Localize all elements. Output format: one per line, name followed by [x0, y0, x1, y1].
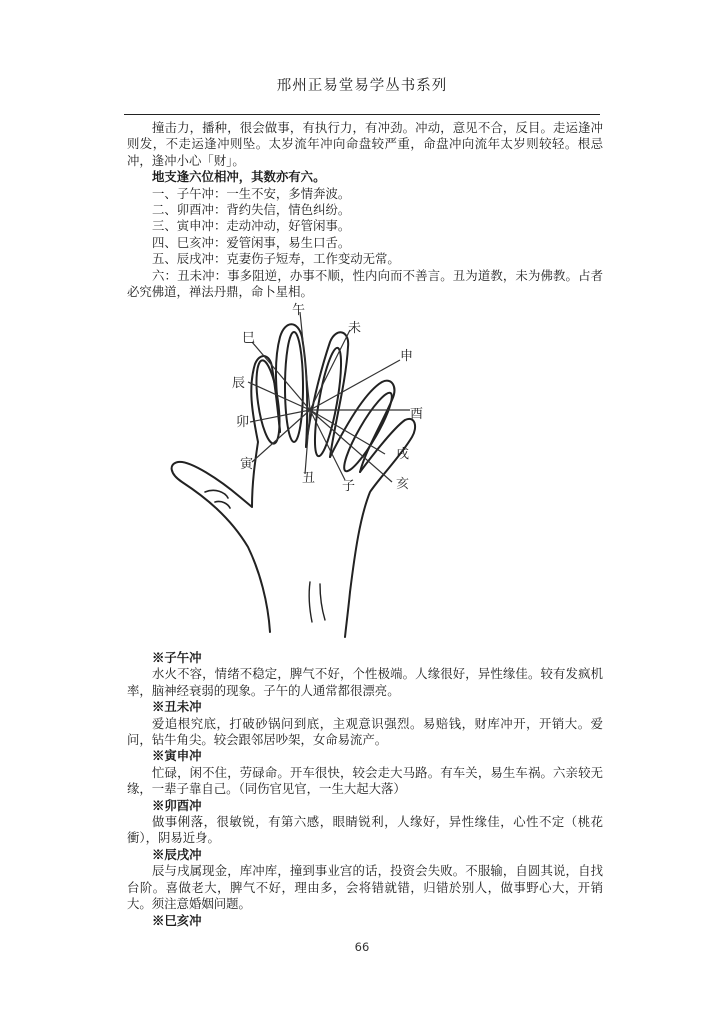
section-body: 水火不容，情绪不稳定，脾气不好，个性极端。人缘很好，异性缘佳。较有发疯机率，脑神经衰弱的现象。子午的人通常都很漂亮。 — [127, 666, 603, 698]
label-yin: 寅 — [240, 457, 254, 472]
finger-loop — [285, 332, 303, 442]
intro-paragraph: 撞击力，播种，很会做事，有执行力，有冲劲。冲动，意见不合，反目。走运逢冲则发，不走运逢冲则坠。太岁流年冲向命盘较严重，命盘冲向流年太岁则较轻。根忌冲，逢冲小心「财」。 — [127, 120, 603, 168]
section-title: ※卯酉冲 — [152, 797, 202, 813]
label-mao: 卯 — [236, 415, 250, 430]
section-title: ※寅申冲 — [152, 748, 202, 764]
section-title: ※丑未冲 — [152, 699, 202, 715]
label-wei: 未 — [348, 321, 362, 336]
label-si: 巳 — [242, 331, 256, 346]
section-body: 做事俐落，很敏锐，有第六感，眼睛锐利，人缘好，异性缘佳，心性不定（桃花衝），阴易近身。 — [127, 814, 603, 846]
section-title: ※巳亥冲 — [152, 912, 202, 928]
label-you: 酉 — [410, 407, 424, 422]
label-chou: 丑 — [302, 471, 316, 486]
list-item: 一、子午冲：一生不安，多情奔波。 — [152, 185, 351, 201]
clash-lines — [248, 312, 410, 482]
section-body: 辰与戌属现金，库冲库，撞到事业宫的话，投资会失败。不服输，自圆其说，自找台阶。喜做老大，脾气不好，理由多，会将错就错，归错於别人，做事野心大，开销大。须注意婚姻问题。 — [127, 863, 603, 912]
sections-block — [127, 650, 603, 929]
label-hai: 亥 — [396, 477, 410, 492]
label-xu: 戌 — [396, 447, 410, 462]
intro-block — [127, 120, 603, 300]
intro-heading: 地支逢六位相冲，其数亦有六。 — [152, 169, 326, 185]
list-item: 五、辰戌冲：克妻伤子短寿，工作变动无常。 — [152, 251, 400, 267]
list-item: 三、寅申冲：走动冲动，好管闲事。 — [152, 218, 351, 234]
label-zi: 子 — [342, 479, 356, 494]
palm-diagram — [160, 302, 440, 642]
section-title: ※子午冲 — [152, 650, 202, 665]
label-shen: 申 — [400, 349, 414, 364]
list-item: 二、卯酉冲：背约失信，情色纠纷。 — [152, 202, 351, 218]
section-body: 爱追根究底，打破砂锅问到底，主观意识强烈。易赔钱，财库冲开，开销大。爱问，钻牛角尖。较会跟邻居吵架，女命易流产。 — [127, 715, 603, 748]
label-chen: 辰 — [232, 376, 246, 391]
header-rule — [124, 114, 600, 115]
list-item: 四、巳亥冲：爱管闲事，易生口舌。 — [152, 234, 351, 250]
page-number: 66 — [354, 940, 370, 954]
section-title: ※辰戌冲 — [152, 846, 202, 862]
label-wu: 午 — [292, 303, 306, 318]
list-item-six: 六：丑未冲：事多阻逆，办事不顺，性内向而不善言。丑为道教，未为佛教。占者必究佛道，禅法丹鼎，命卜星相。 — [127, 267, 603, 300]
series-title: 邢州正易堂易学丛书系列 — [276, 78, 448, 94]
section-body: 忙碌，闲不住，劳碌命。开车很快，较会走大马路。有车关，易生车祸。六亲较无缘，一辈子靠自己。（同伤官见官，一生大起大落） — [127, 764, 603, 797]
palm-diagram-svg — [160, 302, 440, 642]
